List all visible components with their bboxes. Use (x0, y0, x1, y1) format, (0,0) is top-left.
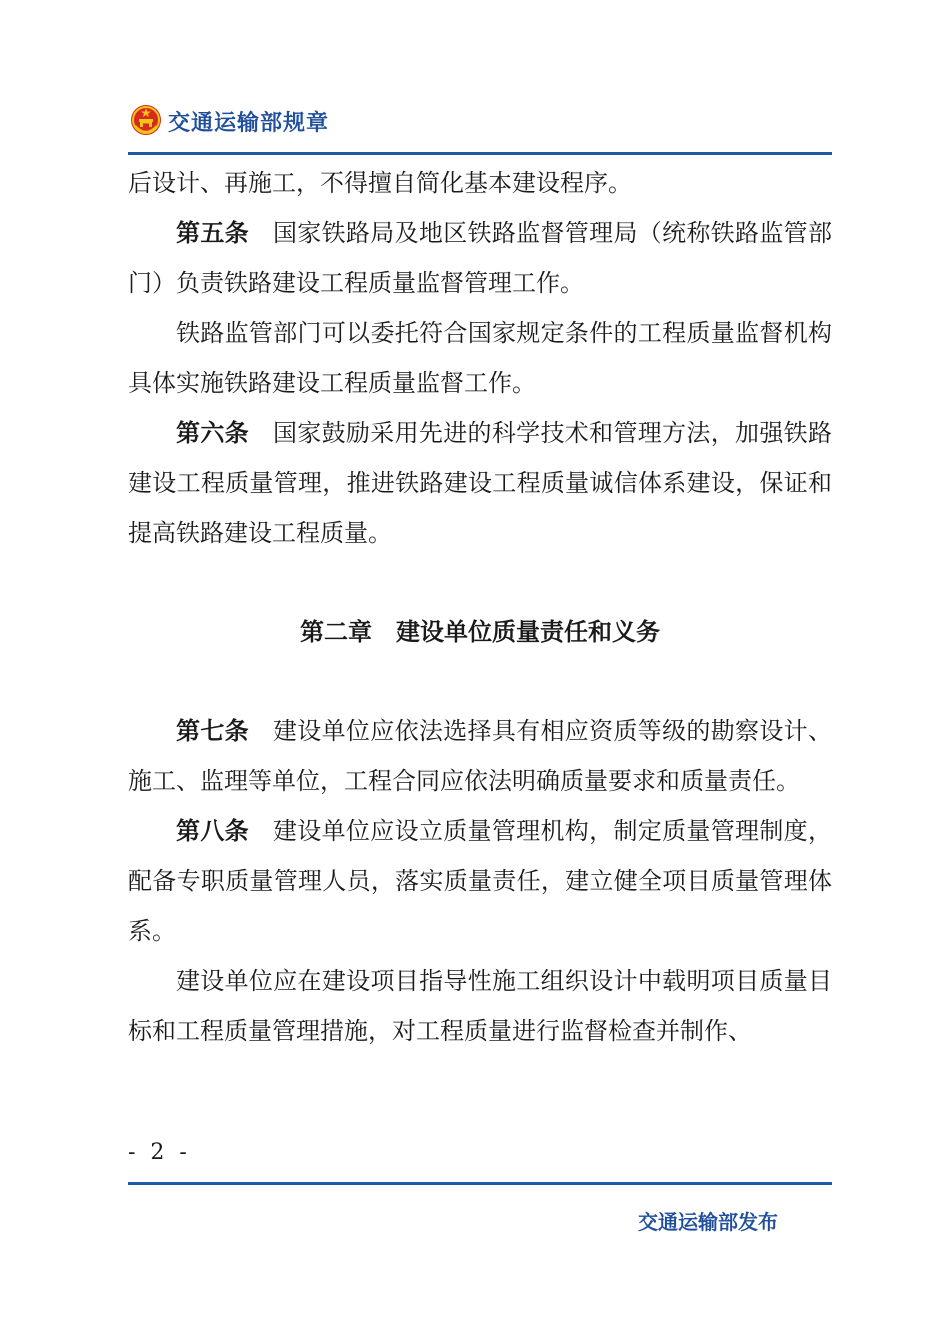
article-label: 第五条 (176, 219, 249, 247)
document-body (128, 158, 832, 1056)
article-8-paragraph-2: 建设单位应在建设项目指导性施工组织设计中载明项目质量目标和工程质量管理措施，对工程质量进行监督检查并制作、 (128, 967, 832, 1045)
article-label: 第八条 (176, 817, 249, 845)
header-divider (128, 152, 832, 155)
article-7: 第七条 建设单位应依法选择具有相应资质等级的勘察设计、施工、监理等单位，工程合同应依法明确质量要求和质量责任。 (128, 717, 833, 795)
article-6: 第六条 国家鼓励采用先进的科学技术和管理方法，加强铁路建设工程质量管理，推进铁路建设工程质量诚信体系建设，保证和提高铁路建设工程质量。 (128, 419, 833, 547)
page-number: - 2 - (128, 1140, 191, 1165)
publisher-label: 交通运输部发布 (638, 1210, 778, 1234)
article-label: 第六条 (176, 419, 249, 447)
footer-divider (128, 1182, 832, 1185)
article-8: 第八条 建设单位应设立质量管理机构，制定质量管理制度，配备专职质量管理人员，落实质量责任，建立健全项目质量管理体系。 (128, 817, 833, 945)
header-title: 交通运输部规章 (168, 111, 330, 136)
article-label: 第七条 (176, 717, 249, 745)
chapter-heading: 第二章 建设单位质量责任和义务 (300, 618, 660, 646)
paragraph-continuation: 后设计、再施工，不得擅自简化基本建设程序。 (128, 169, 632, 197)
article-5-paragraph-2: 铁路监管部门可以委托符合国家规定条件的工程质量监督机构具体实施铁路建设工程质量监督工作。 (128, 319, 832, 397)
national-emblem-icon (130, 104, 162, 138)
article-5: 第五条 国家铁路局及地区铁路监督管理局（统称铁路监管部门）负责铁路建设工程质量监督管理工作。 (128, 219, 833, 297)
